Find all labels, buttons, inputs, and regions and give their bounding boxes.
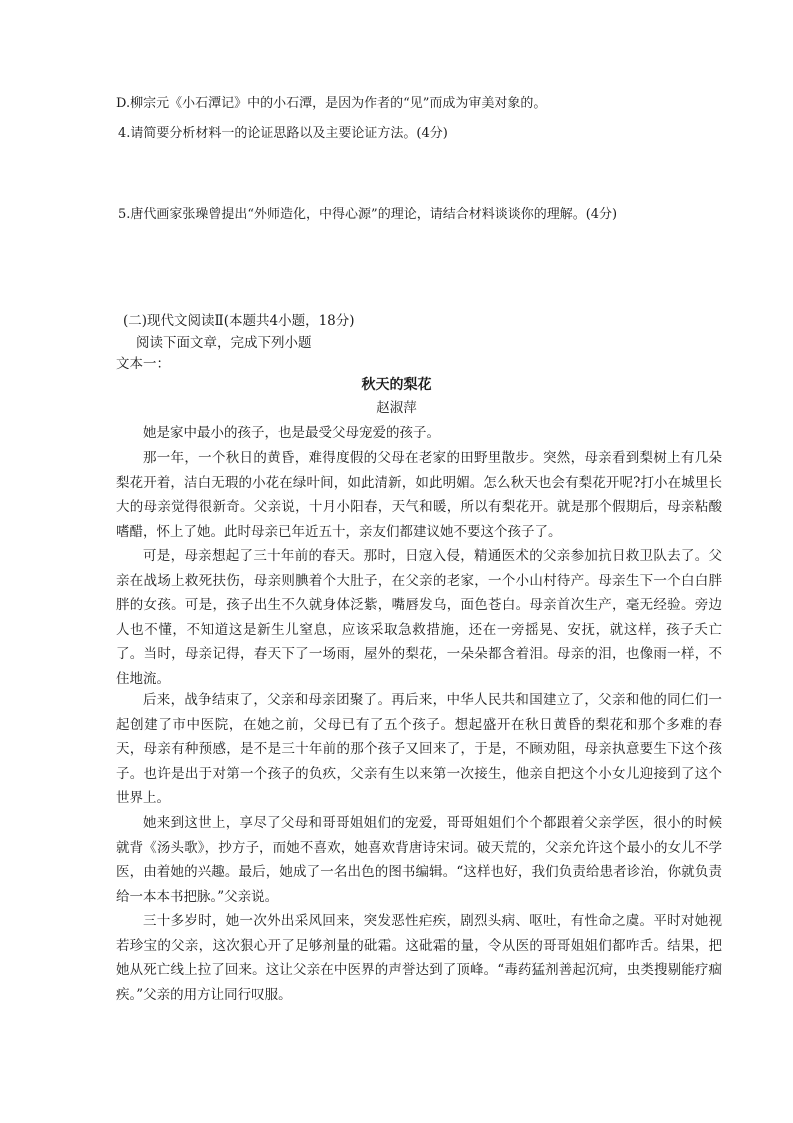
- article-paragraph-5: 她来到这世上，享尽了父母和哥哥姐姐们的宠爱，哥哥姐姐们个个都跟着父亲学医，很小的时候就背《汤头歌》，抄方子，而她不喜欢，她喜欢背唐诗宋词。破天荒的，父亲允许这个最小的女儿不学医，由着她的兴趣。最后，她成了一名出色的图书编辑。“这样也好，我们负责给患者诊治，你就负责给一本本书把脉。”父亲说。: [116, 815, 722, 905]
- section-instruction: 阅读下面文章，完成下列小题: [136, 335, 312, 351]
- question-option-d: D.柳宗元《小石潭记》中的小石潭，是因为作者的“见”而成为审美对象的。: [116, 96, 547, 111]
- article-paragraph-6: 三十多岁时，她一次外出采风回来，突发恶性疟疾，剧烈头病、呕吐，有性命之虞。平时对她视若珍宝的父亲，这次狠心开了足够剂量的砒霜。这砒霜的量，令从医的哥哥姐姐们都咋舌。结果，把她从死亡线上拉了回来。这让父亲在中医界的声誉达到了顶峰。“毒药猛剂善起沉疴，虫类搜剔能疗痼疾。”父亲的用方让同行叹服。: [116, 913, 722, 1003]
- article-title: 秋天的梨花: [361, 377, 432, 393]
- article-paragraph-1: 她是家中最小的孩子，也是最受父母宠爱的孩子。: [143, 425, 440, 441]
- article-paragraph-2: 那一年，一个秋日的黄昏，难得度假的父母在老家的田野里散步。突然，母亲看到梨树上有几朵梨花开着，洁白无瑕的小花在绿叶间，如此清新，如此明媚。怎么秋天也会有梨花开呢?打小在城里长大的母亲觉得很新奇。父亲说，十月小阳春，天气和暖，所以有梨花开。就是那个假期后，母亲粘酸嗜醋，怀上了她。此时母亲已年近五十，亲友们都建议她不要这个孩子了。: [116, 450, 722, 540]
- text-label: 文本一：: [116, 356, 170, 372]
- question-5: 5.唐代画家张璪曾提出“外师造化，中得心源”的理论，请结合材料谈谈你的理解。(4分): [118, 207, 618, 222]
- question-4: 4.请简要分析材料一的论证思路以及主要论证方法。(4分): [118, 126, 448, 141]
- article-paragraph-4: 后来，战争结束了，父亲和母亲团聚了。再后来，中华人民共和国建立了，父亲和他的同仁们一起创建了市中医院，在她之前，父母已有了五个孩子。想起盛开在秋日黄昏的梨花和那个多难的春天，母亲有种预感，是不是三十年前的那个孩子又回来了，于是，不顾劝阻，母亲执意要生下这个孩子。也许是出于对第一个孩子的负疚，父亲有生以来第一次接生，他亲自把这个小女儿迎接到了这个世界上。: [116, 692, 722, 806]
- article-paragraph-3: 可是，母亲想起了三十年前的春天。那时，日寇入侵，精通医术的父亲参加抗日救卫队去了。父亲在战场上救死扶伤，母亲则腆着个大肚子，在父亲的老家，一个小山村待产。母亲生下一个白白胖胖的女孩。可是，孩子出生不久就身体泛紫，嘴唇发乌，面色苍白。母亲首次生产，毫无经验。旁边人也不懂，不知道这是新生儿窒息，应该采取急救措施，还在一旁摇晃、安抚，就这样，孩子夭亡了。当时，母亲记得，春天下了一场雨，屋外的梨花，一朵朵都含着泪。母亲的泪，也像雨一样，不住地流。: [116, 548, 722, 687]
- section-heading: (二)现代文阅读Ⅱ(本题共4小题，18分): [123, 313, 355, 329]
- article-author: 赵淑萍: [376, 400, 417, 416]
